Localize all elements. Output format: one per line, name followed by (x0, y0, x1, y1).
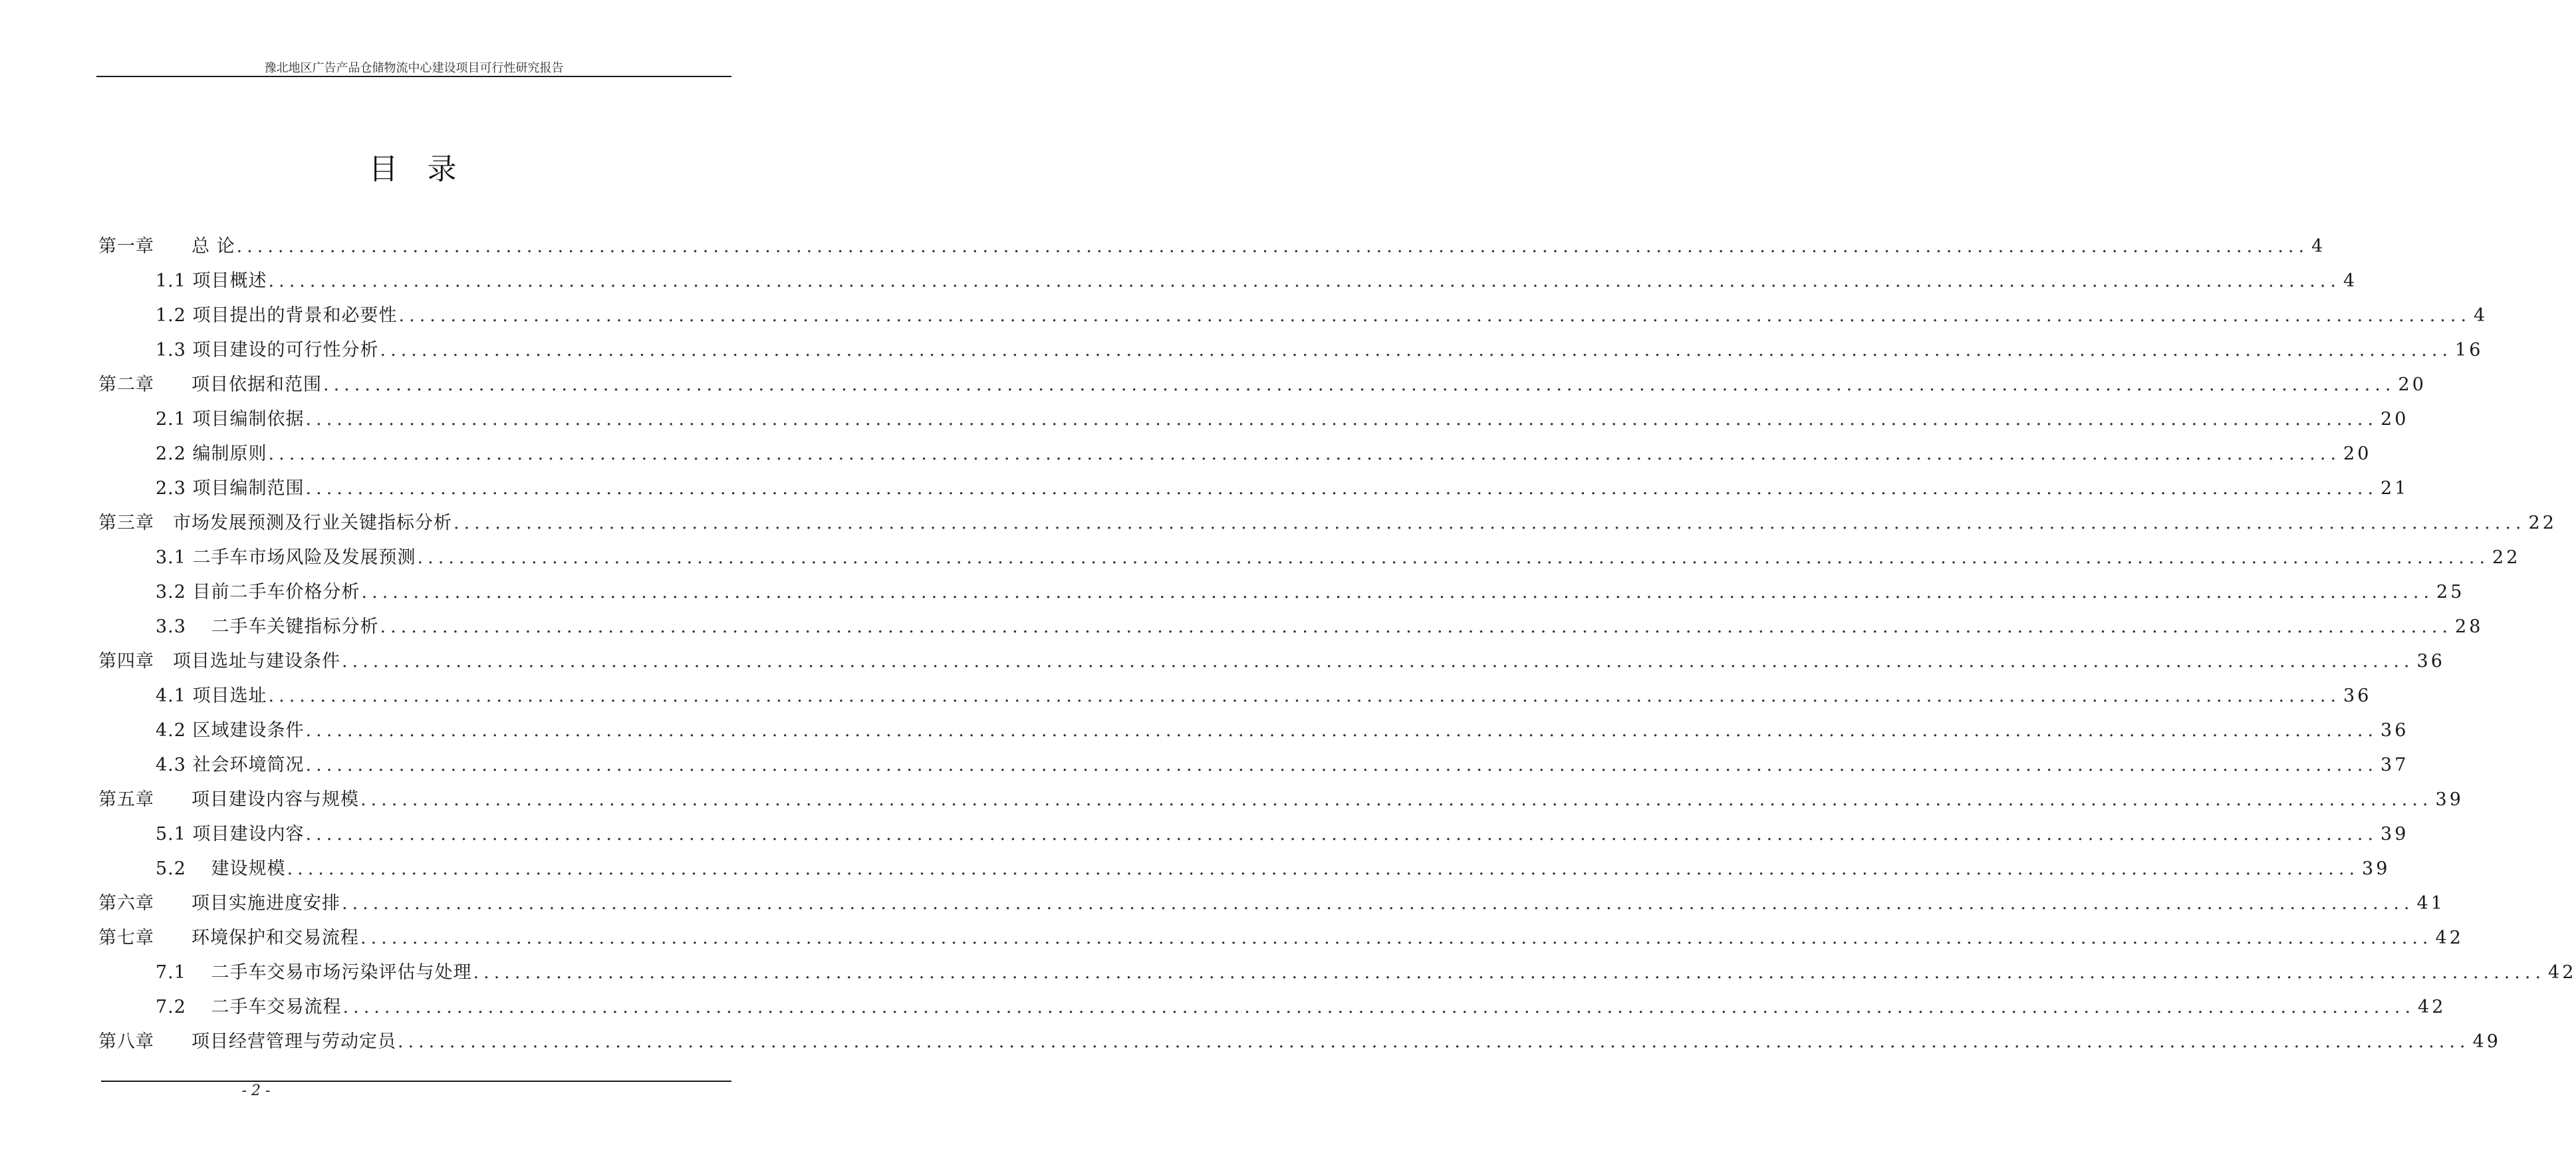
toc-section-entry[interactable] (98, 543, 2521, 577)
toc-entry-page: 4 (2474, 305, 2488, 326)
toc-dot-leader: ........................................................................................................................................................................................................ (342, 893, 2414, 914)
toc-entry-label: 7.1 二手车交易市场污染评估与处理 (156, 962, 472, 983)
toc-dot-leader: ........................................................................................................................................................................................................ (417, 547, 2490, 568)
toc-dot-leader: ........................................................................................................................................................................................................ (453, 513, 2526, 533)
toc-section-entry[interactable] (98, 715, 2409, 750)
toc-entry-page: 36 (2381, 720, 2409, 741)
toc-entry-page: 16 (2455, 340, 2484, 360)
toc-entry-page: 36 (2343, 686, 2372, 706)
toc-dot-leader: ........................................................................................................................................................................................................ (342, 997, 2416, 1017)
toc-section-entry[interactable] (98, 992, 2446, 1027)
header-rule (96, 76, 731, 77)
toc-entry-page: 4 (2311, 236, 2326, 257)
toc-section-entry[interactable] (98, 301, 2488, 335)
toc-dot-leader: ........................................................................................................................................................................................................ (398, 1031, 2470, 1052)
toc-entry-label: 7.2 二手车交易流程 (156, 997, 342, 1017)
toc-section-entry[interactable] (98, 266, 2358, 301)
toc-chapter-entry[interactable] (98, 231, 2326, 266)
toc-dot-leader: ........................................................................................................................................................................................................ (398, 305, 2472, 326)
toc-entry-label: 第二章 项目依据和范围 (98, 374, 322, 395)
toc-dot-leader: ........................................................................................................................................................................................................ (268, 444, 2341, 464)
toc-section-entry[interactable] (98, 819, 2409, 854)
toc-dot-leader: ........................................................................................................................................................................................................ (361, 582, 2434, 602)
toc-entry-page: 49 (2472, 1031, 2501, 1052)
toc-entry-label: 2.2 编制原则 (156, 444, 267, 464)
toc-entry-label: 5.2 建设规模 (156, 858, 286, 879)
toc-section-entry[interactable] (98, 473, 2409, 508)
toc-entry-label: 第八章 项目经营管理与劳动定员 (98, 1031, 396, 1052)
toc-entry-label: 4.3 社会环境简况 (156, 755, 305, 775)
toc-dot-leader: ........................................................................................................................................................................................................ (342, 651, 2414, 672)
toc-chapter-entry[interactable] (98, 370, 2426, 404)
toc-section-entry[interactable] (98, 612, 2484, 646)
toc-entry-page: 36 (2416, 651, 2445, 672)
toc-dot-leader: ........................................................................................................................................................................................................ (305, 824, 2379, 844)
toc-entry-page: 42 (2548, 962, 2576, 983)
toc-section-entry[interactable] (98, 439, 2372, 473)
toc-section-entry[interactable] (98, 750, 2409, 785)
toc-section-entry[interactable] (98, 335, 2484, 370)
toc-entry-label: 4.2 区域建设条件 (156, 720, 305, 741)
toc-dot-leader: ........................................................................................................................................................................................................ (305, 755, 2379, 775)
toc-dot-leader: ........................................................................................................................................................................................................ (305, 409, 2379, 430)
toc-entry-label: 第五章 项目建设内容与规模 (98, 789, 359, 810)
toc-chapter-entry[interactable] (98, 888, 2445, 923)
toc-section-entry[interactable] (98, 958, 2576, 992)
toc-dot-leader: ........................................................................................................................................................................................................ (380, 616, 2453, 637)
toc-entry-page: 25 (2436, 582, 2465, 602)
toc-entry-label: 4.1 项目选址 (156, 686, 267, 706)
toc-entry-label: 第六章 项目实施进度安排 (98, 893, 340, 914)
toc-dot-leader: ........................................................................................................................................................................................................ (268, 271, 2341, 291)
toc-section-entry[interactable] (98, 854, 2390, 888)
toc-entry-page: 4 (2343, 271, 2358, 291)
toc-dot-leader: ........................................................................................................................................................................................................ (380, 340, 2453, 360)
document-title-header: 豫北地区广告产品仓储物流中心建设项目可行性研究报告 (264, 61, 564, 75)
toc-entry-label: 第四章 项目选址与建设条件 (98, 651, 340, 672)
toc-dot-leader: ........................................................................................................................................................................................................ (360, 789, 2433, 810)
toc-dot-leader: ........................................................................................................................................................................................................ (268, 686, 2341, 706)
toc-dot-leader: ........................................................................................................................................................................................................ (360, 928, 2433, 948)
toc-heading: 目录 (368, 152, 486, 186)
toc-entry-label: 2.3 项目编制范围 (156, 478, 305, 499)
toc-entry-page: 37 (2381, 755, 2409, 775)
toc-entry-label: 第七章 环境保护和交易流程 (98, 928, 359, 948)
footer-rule (101, 1081, 731, 1082)
toc-entry-page: 22 (2492, 547, 2521, 568)
toc-dot-leader: ........................................................................................................................................................................................................ (473, 962, 2546, 983)
toc-entry-page: 20 (2343, 444, 2372, 464)
toc-entry-label: 1.3 项目建设的可行性分析 (156, 340, 379, 360)
toc-section-entry[interactable] (98, 404, 2409, 439)
toc-entry-page: 42 (2418, 997, 2446, 1017)
toc-entry-label: 3.2 目前二手车价格分析 (156, 582, 360, 602)
toc-chapter-entry[interactable] (98, 508, 2557, 543)
toc-entry-page: 41 (2416, 893, 2445, 914)
toc-entry-label: 2.1 项目编制依据 (156, 409, 305, 430)
toc-entry-label: 1.2 项目提出的背景和必要性 (156, 305, 398, 326)
toc-dot-leader: ........................................................................................................................................................................................................ (305, 478, 2379, 499)
toc-entry-page: 28 (2455, 616, 2484, 637)
toc-entry-label: 3.3 二手车关键指标分析 (156, 616, 379, 637)
toc-entry-label: 5.1 项目建设内容 (156, 824, 305, 844)
toc-entry-page: 21 (2381, 478, 2409, 499)
toc-dot-leader: ........................................................................................................................................................................................................ (287, 858, 2360, 879)
toc-entry-page: 39 (2381, 824, 2409, 844)
toc-entry-page: 22 (2528, 513, 2557, 533)
toc-entry-label: 第三章 市场发展预测及行业关键指标分析 (98, 513, 452, 533)
page-number: - 2 - (241, 1083, 271, 1099)
toc-section-entry[interactable] (98, 577, 2465, 612)
toc-dot-leader: ........................................................................................................................................................................................................ (305, 720, 2379, 741)
table-of-contents (98, 231, 2576, 1061)
toc-chapter-entry[interactable] (98, 923, 2464, 958)
toc-dot-leader: ........................................................................................................................................................................................................ (236, 236, 2309, 257)
toc-entry-page: 39 (2362, 858, 2390, 879)
toc-entry-page: 20 (2398, 374, 2426, 395)
toc-chapter-entry[interactable] (98, 1027, 2501, 1061)
toc-section-entry[interactable] (98, 681, 2372, 715)
toc-entry-label: 3.1 二手车市场风险及发展预测 (156, 547, 416, 568)
toc-entry-page: 20 (2381, 409, 2409, 430)
toc-dot-leader: ........................................................................................................................................................................................................ (323, 374, 2396, 395)
toc-entry-page: 39 (2435, 789, 2464, 810)
toc-chapter-entry[interactable] (98, 785, 2464, 819)
toc-chapter-entry[interactable] (98, 646, 2445, 681)
toc-entry-label: 1.1 项目概述 (156, 271, 267, 291)
toc-entry-label: 第一章 总 论 (98, 236, 235, 257)
toc-entry-page: 42 (2435, 928, 2464, 948)
